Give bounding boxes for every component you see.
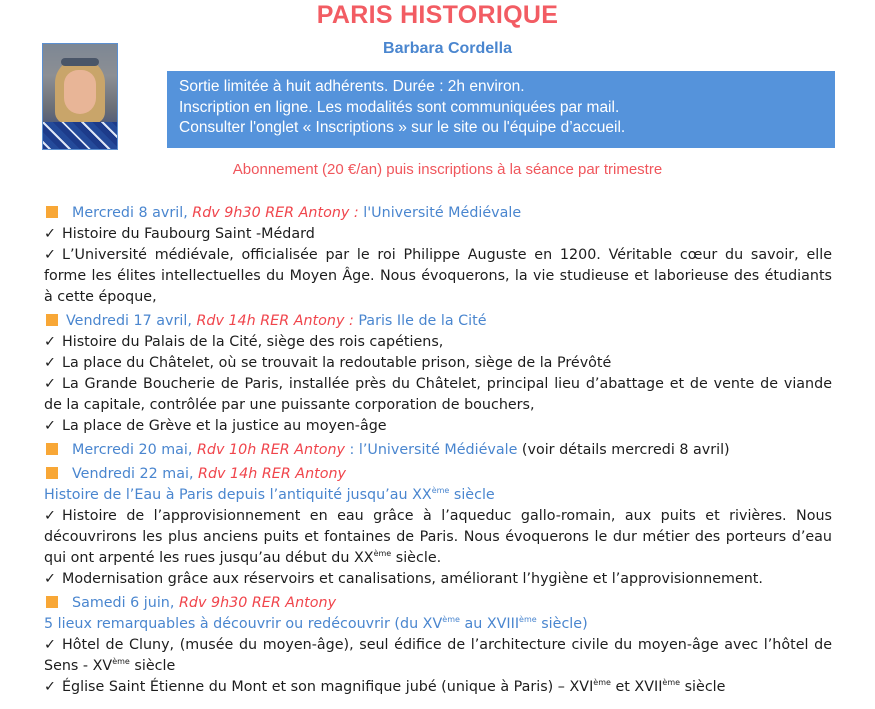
event-item: ✓ La place du Châtelet, où se trouvait la redoutable prison, siège de la Prévôté	[44, 353, 834, 374]
event-item: ✓ L’Université médiévale, officialisée par le roi Philippe Auguste en 1200. Véritable cœur du savoir, elle forme les élites intellectuelles du Moyen Âge. Nous évoquerons, la vie studieuse et laborieuse des étudiants à cette époque,	[44, 247, 832, 305]
event-date: Mercredi 8 avril,	[72, 205, 188, 221]
bullet-square-icon	[46, 206, 58, 218]
info-box	[167, 71, 835, 148]
event-date: Vendredi 22 mai,	[72, 466, 194, 482]
event-date: Vendredi 17 avril,	[66, 313, 192, 329]
event-header	[44, 464, 834, 485]
event-header	[44, 203, 834, 224]
check-icon: ✓	[44, 418, 56, 434]
event-rdv: Rdv 14h RER Antony	[196, 313, 345, 329]
event-rdv: Rdv 14h RER Antony	[198, 466, 347, 482]
bullet-square-icon	[46, 596, 58, 608]
event-date: Mercredi 20 mai,	[72, 442, 193, 458]
bullet-square-icon	[46, 314, 58, 326]
event-item: ✓ Histoire du Palais de la Cité, siège des rois capétiens,	[44, 332, 834, 353]
event-separator: :	[344, 442, 359, 458]
event-item: ✓ La place de Grève et la justice au moyen-âge	[44, 416, 834, 437]
check-icon: ✓	[44, 571, 56, 587]
bullet-square-icon	[46, 443, 58, 455]
event-place: l'Université Médiévale	[363, 205, 522, 221]
check-icon: ✓	[44, 376, 56, 392]
event-rdv: Rdv 10h RER Antony	[197, 442, 345, 458]
event-subtitle: Histoire de l’Eau à Paris depuis l’antiquité jusqu’au XXème siècle	[44, 486, 495, 503]
check-icon: ✓	[44, 679, 56, 695]
event-header	[44, 593, 834, 614]
event-note: (voir détails mercredi 8 avril)	[517, 442, 730, 458]
event-rdv: Rdv 9h30 RER Antony	[192, 205, 350, 221]
info-line: Sortie limitée à huit adhérents. Durée : 2h environ.	[179, 78, 525, 95]
check-icon: ✓	[44, 226, 56, 242]
page-title: PARIS HISTORIQUE	[316, 1, 559, 29]
check-icon: ✓	[44, 247, 56, 263]
event-item: ✓ Histoire du Faubourg Saint -Médard	[44, 224, 834, 245]
event-rdv: Rdv 9h30 RER Antony	[178, 595, 337, 611]
check-icon: ✓	[44, 637, 56, 653]
bullet-square-icon	[46, 467, 58, 479]
info-line: Consulter l'onglet « Inscriptions » sur le site ou l'équipe d’accueil.	[179, 119, 626, 136]
author-name: Barbara Cordella	[383, 40, 512, 57]
event-date: Samedi 6 juin,	[72, 595, 175, 611]
event-item: ✓ Modernisation grâce aux réservoirs et canalisations, améliorant l’hygiène et l’approvisionnement.	[44, 569, 834, 590]
event-item: ✓ Histoire de l’approvisionnement en eau grâce à l’aqueduc gallo-romain, aux puits et rivières. Nous découvrirons les plus anciens puits et fontaines de Paris. Nous évoquerons le dur métier des porteurs d’eau qui ont arpenté les rues jusqu’au début du XXème siècle.	[44, 508, 832, 566]
event-place: Paris Ile de la Cité	[358, 313, 487, 329]
event-header	[44, 311, 834, 332]
event-place: l’Université Médiévale	[358, 442, 518, 458]
check-icon: ✓	[44, 508, 56, 524]
event-item: ✓ La Grande Boucherie de Paris, installée près du Châtelet, principal lieu d’abattage et de vente de viande de la capitale, contrôlée par une puissante corporation de bouchers,	[44, 376, 832, 413]
check-icon: ✓	[44, 334, 56, 350]
event-separator: :	[344, 313, 359, 329]
author-photo	[42, 43, 118, 150]
check-icon: ✓	[44, 355, 56, 371]
event-subtitle: 5 lieux remarquables à découvrir ou redécouvrir (du XVème au XVIIIème siècle)	[44, 615, 588, 632]
event-separator: :	[349, 205, 364, 221]
event-header	[44, 440, 834, 461]
event-list	[44, 203, 834, 698]
info-line: Inscription en ligne. Les modalités sont communiquées par mail.	[179, 98, 620, 116]
subscription-note: Abonnement (20 €/an) puis inscriptions à la séance par trimestre	[232, 161, 663, 178]
event-item: ✓ Hôtel de Cluny, (musée du moyen-âge), seul édifice de l’architecture civile du moyen-âge avec l’hôtel de Sens - XVème siècle	[44, 637, 832, 674]
event-item: ✓ Église Saint Étienne du Mont et son magnifique jubé (unique à Paris) – XVIème et XVIIème siècle	[44, 677, 834, 698]
